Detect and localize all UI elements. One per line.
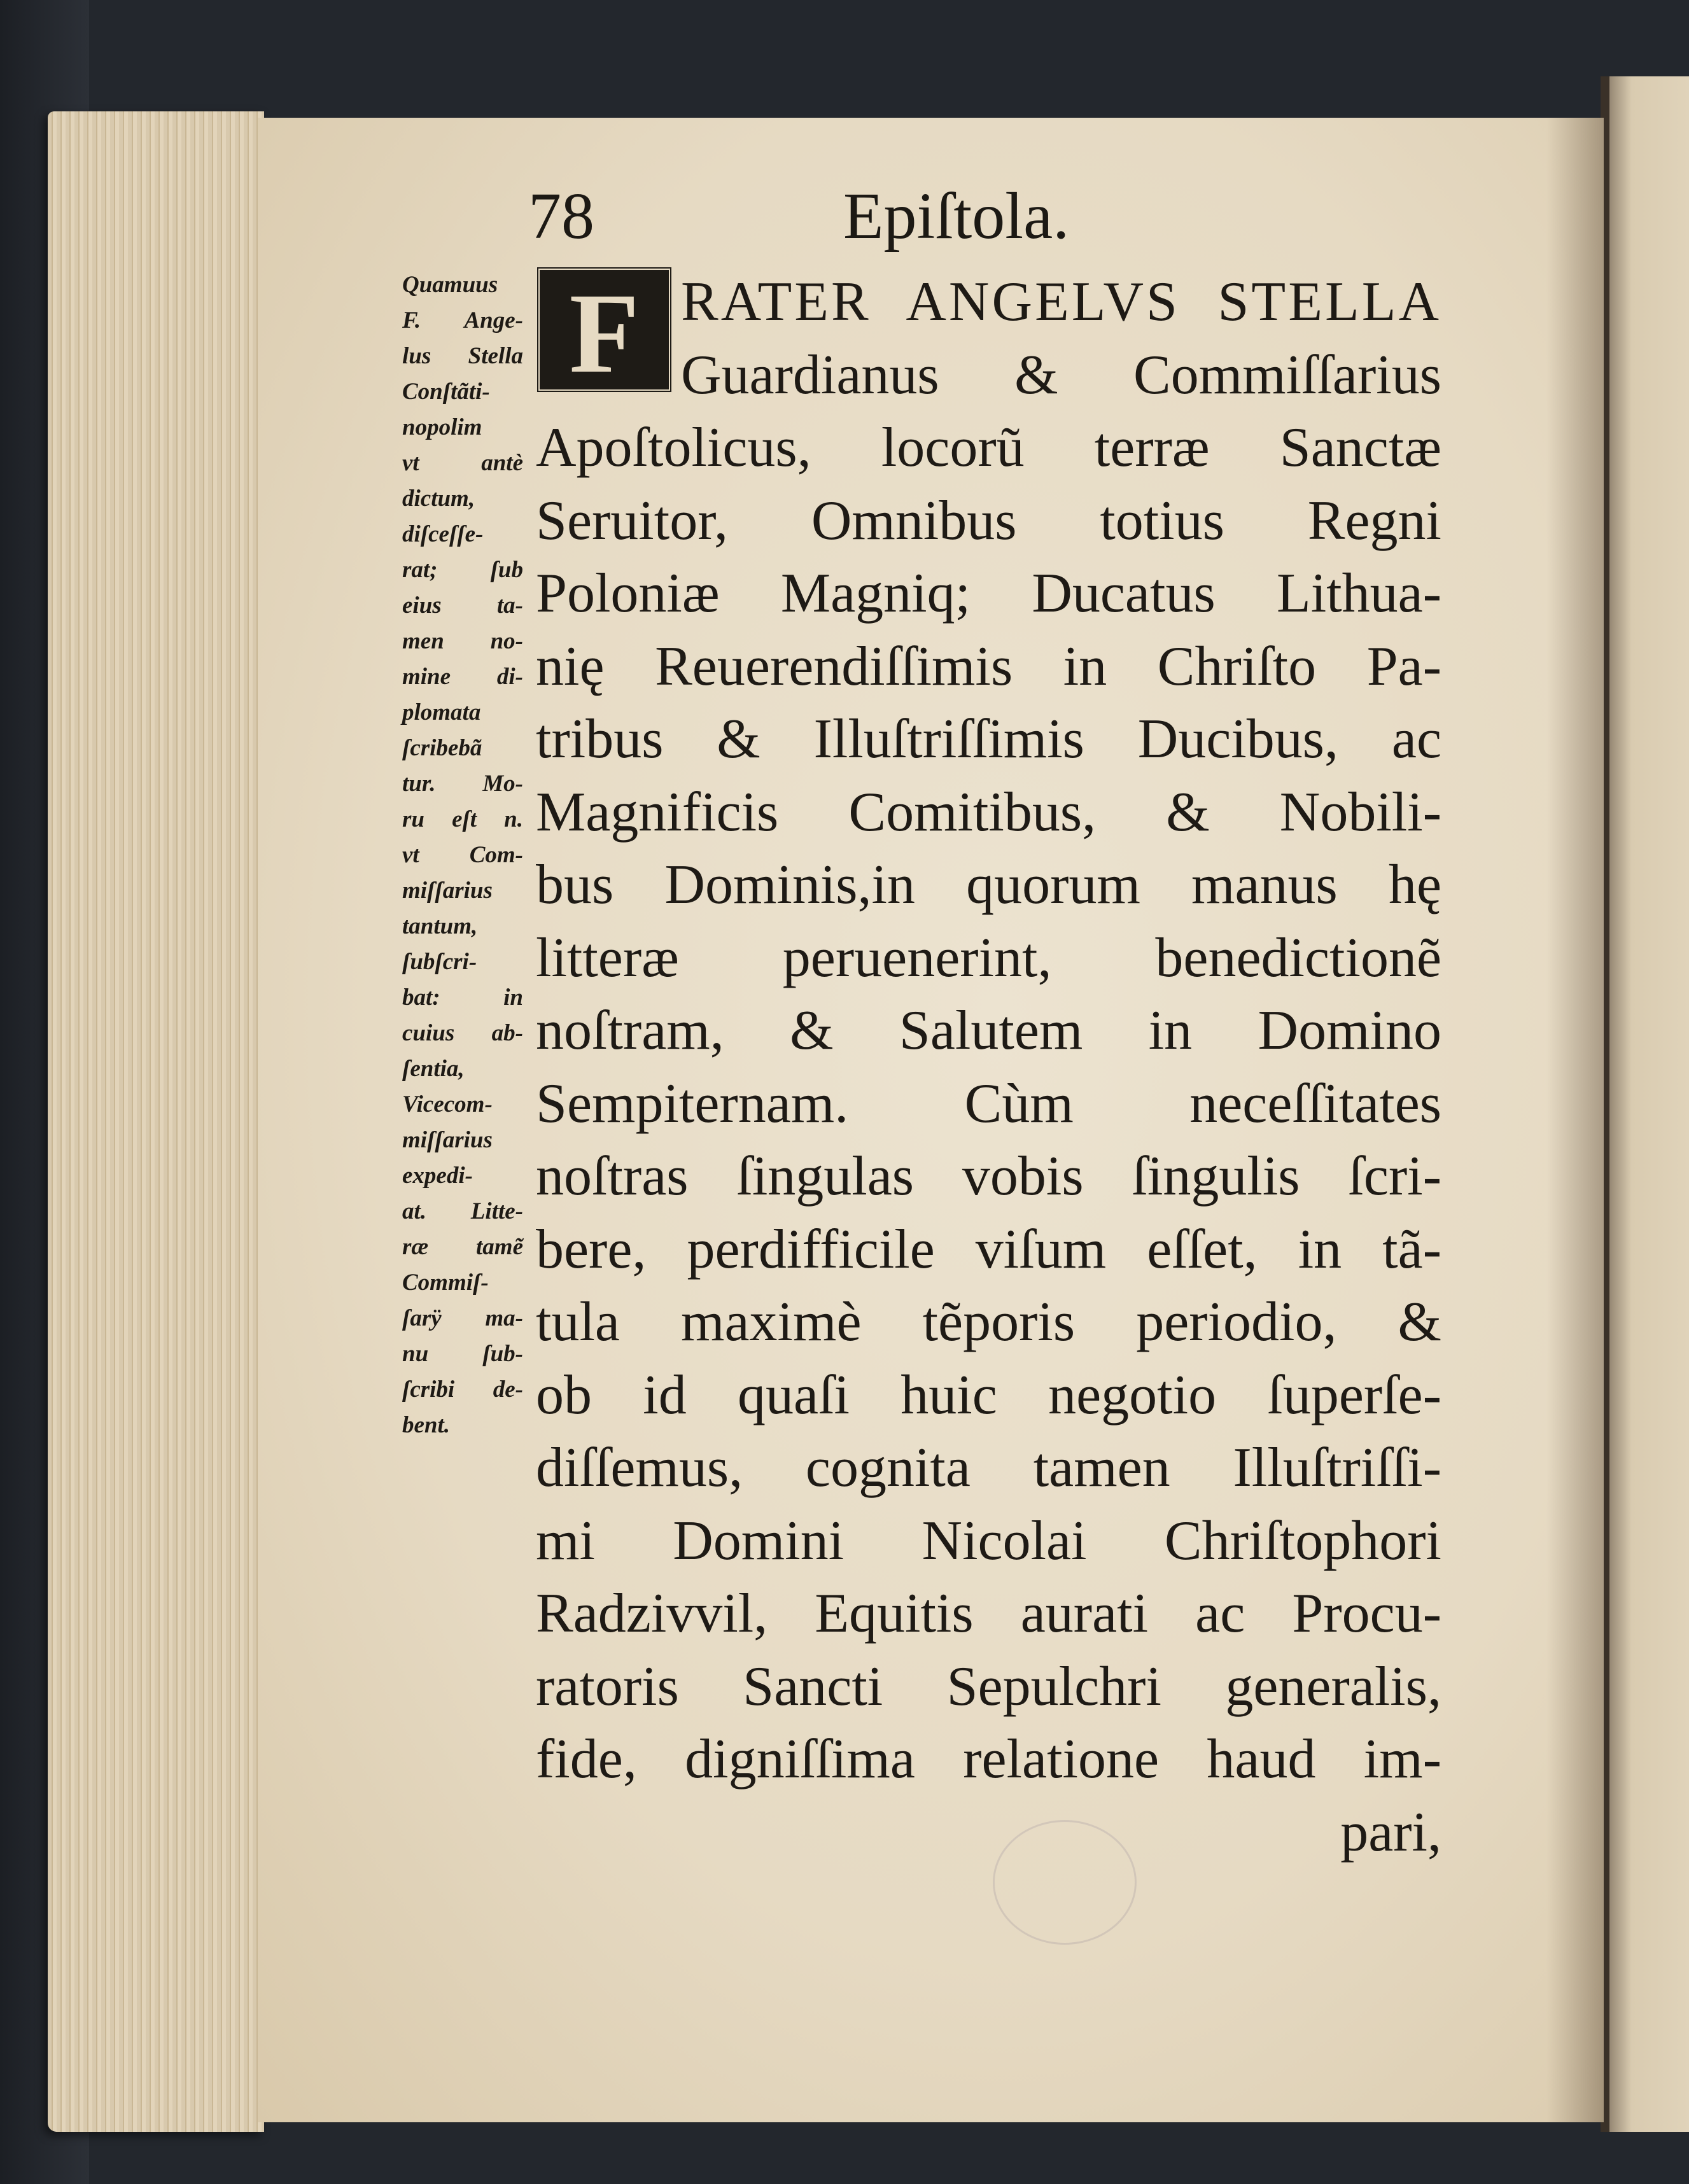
margin-note-line: miſſarius bbox=[402, 878, 493, 904]
facing-page-edge bbox=[1607, 76, 1689, 2132]
text-line: mi Domini Nicolai Chriſtophori bbox=[536, 1509, 1441, 1572]
text-line: Magnificis Comitibus, & Nobili- bbox=[536, 781, 1441, 843]
margin-note-line: bat: in bbox=[402, 984, 523, 1011]
text-line: ratoris Sancti Sepulchri generalis, bbox=[536, 1655, 1441, 1718]
margin-note-line: vt antè bbox=[402, 450, 523, 476]
margin-note-line: expedi- bbox=[402, 1163, 473, 1189]
text-line: Sempiternam. Cùm neceſſitates bbox=[536, 1072, 1441, 1135]
margin-note-line: diſceſſe- bbox=[402, 521, 484, 547]
text-line: Seruitor, Omnibus totius Regni bbox=[536, 489, 1441, 552]
text-line: diſſemus, cognita tamen Illuſtriſſi- bbox=[536, 1437, 1441, 1499]
text-line: bus Dominis,in quorum manus hę bbox=[536, 854, 1441, 916]
margin-note-line: bent. bbox=[402, 1412, 451, 1438]
text-line: noſtram, & Salutem in Domino bbox=[536, 1000, 1441, 1061]
margin-note-line: tantum, bbox=[402, 913, 478, 939]
text-line: noſtras ſingulas vobis ſingulis ſcri- bbox=[536, 1145, 1441, 1207]
text-line: pari, bbox=[1340, 1801, 1441, 1863]
margin-note-line: ſcribi de- bbox=[402, 1376, 523, 1403]
margin-note-line: Quamuus bbox=[402, 272, 498, 298]
margin-note-line: Commiſ- bbox=[402, 1270, 489, 1296]
margin-note-line: ſubſcri- bbox=[402, 949, 477, 975]
page-edges bbox=[48, 111, 264, 2132]
margin-note-line: Conſtãti- bbox=[402, 379, 490, 405]
text-line: fide, digniſſima relatione haud im- bbox=[536, 1728, 1441, 1790]
margin-note-line: ru eſt n. bbox=[402, 806, 523, 832]
text-line: Apoſtolicus, locorũ terræ Sanctæ bbox=[536, 417, 1441, 479]
margin-note-line: tur. Mo- bbox=[402, 771, 523, 797]
margin-note-line: lus Stella bbox=[402, 343, 523, 369]
text-line: RATER ANGELVS STELLA bbox=[681, 271, 1441, 333]
margin-note-line: at. Litte- bbox=[402, 1198, 523, 1224]
margin-note-line: Vicecom- bbox=[402, 1091, 493, 1117]
margin-note-line: ſarÿ ma- bbox=[402, 1305, 523, 1331]
text-line: tribus & Illuſtriſſimis Ducibus, ac bbox=[536, 708, 1441, 770]
text-line: Guardianus & Commiſſarius bbox=[681, 344, 1441, 406]
margin-note-line: eius ta- bbox=[402, 592, 523, 619]
margin-note-line: ſentia, bbox=[402, 1056, 465, 1082]
margin-note bbox=[402, 267, 523, 1443]
margin-note-line: men no- bbox=[402, 628, 523, 654]
text-line: tula maximè tẽporis periodio, & bbox=[536, 1291, 1441, 1353]
page-number: 78 bbox=[528, 179, 594, 253]
text-line: Poloniæ Magniq; Ducatus Lithua- bbox=[536, 563, 1441, 624]
text-line: Radzivvil, Equitis aurati ac Procu- bbox=[536, 1583, 1441, 1644]
margin-note-line: dictum, bbox=[402, 486, 475, 512]
margin-note-line: nu ſub- bbox=[402, 1341, 523, 1367]
margin-note-line: plomata bbox=[402, 699, 481, 725]
margin-note-line: cuius ab- bbox=[402, 1020, 523, 1046]
decorated-initial: F bbox=[536, 266, 673, 393]
margin-note-line: mine di- bbox=[402, 664, 523, 690]
text-line: litteræ peruenerint, benedictionẽ bbox=[536, 927, 1441, 989]
text-line: ob id quaſi huic negotio ſuperſe- bbox=[536, 1364, 1441, 1426]
margin-note-line: rat; ſub bbox=[402, 557, 523, 583]
text-line: nię Reuerendiſſimis in Chriſto Pa- bbox=[536, 635, 1441, 697]
library-stamp bbox=[993, 1820, 1137, 1945]
margin-note-line: ræ tamẽ bbox=[402, 1234, 523, 1260]
margin-note-line: vt Com- bbox=[402, 842, 523, 868]
margin-note-line: miſſarius bbox=[402, 1127, 493, 1153]
margin-note-line: ſcribebã bbox=[402, 735, 482, 761]
margin-note-line: nopolim bbox=[402, 414, 482, 440]
margin-note-line: F. Ange- bbox=[402, 307, 523, 333]
running-head: Epiſtola. bbox=[843, 179, 1070, 253]
text-line: bere, perdifficile viſum eſſet, in tã- bbox=[536, 1218, 1441, 1280]
